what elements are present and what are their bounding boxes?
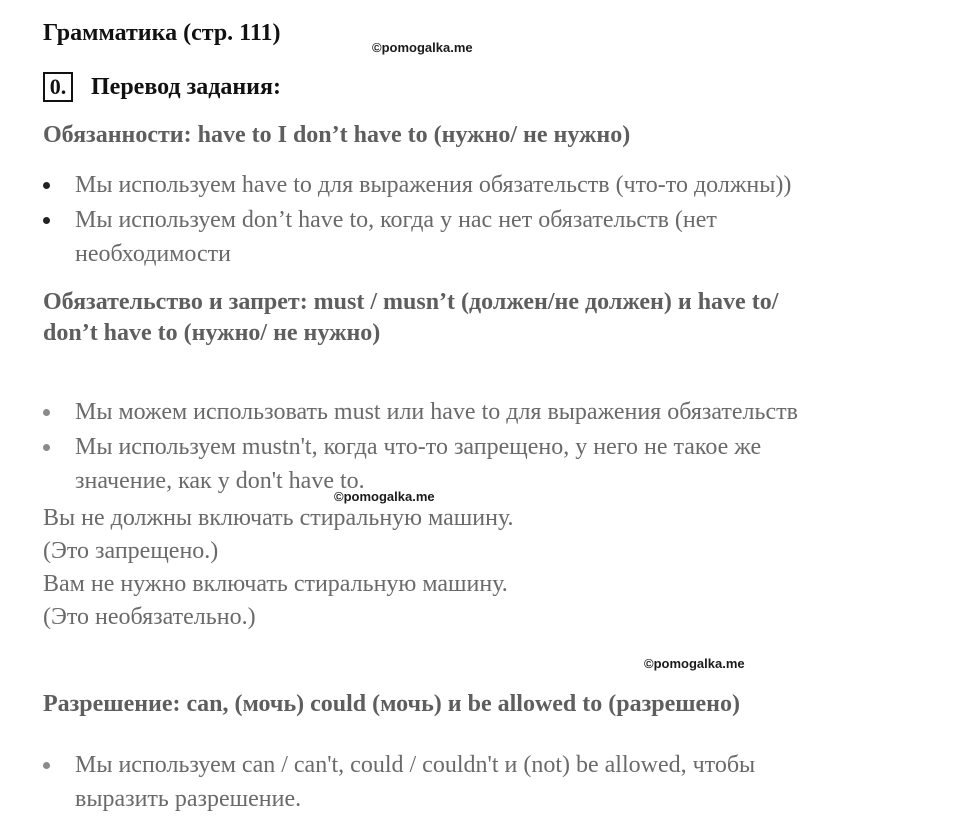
page-title: Грамматика (стр. 111) [43, 20, 281, 46]
bullet-icon [43, 217, 50, 224]
list-item: Мы используем don’t have to, когда у нас нет обязательств (нет необходимости [43, 203, 923, 271]
task-header [43, 72, 281, 102]
section-heading-obligation-prohibition: Обязательство и запрет: must / musn’t (должен/не должен) и have to/ don’t have to (нужно/ не нужно) [43, 289, 779, 346]
bullet-icon [43, 444, 50, 451]
watermark: ©pomogalka.me [372, 40, 473, 55]
list-item: Мы используем have to для выражения обязательств (что-то должны)) [43, 168, 923, 202]
watermark: ©pomogalka.me [334, 489, 435, 504]
list-item: Мы используем can / can't, could / couldn't и (not) be allowed, чтобы выразить разрешение. [43, 748, 923, 816]
example-sentence: Вам не нужно включать стиральную машину. [43, 571, 508, 597]
bullet-icon [43, 762, 50, 769]
list-item: Мы можем использовать must или have to для выражения обязательств [43, 395, 923, 429]
example-note: (Это необязательно.) [43, 604, 256, 630]
example-note: (Это запрещено.) [43, 538, 219, 564]
section-heading-obligations: Обязанности: have to I don’t have to (нужно/ не нужно) [43, 122, 631, 148]
list-item: Мы используем mustn't, когда что-то запрещено, у него не такое же значение, как у don't have to. [43, 430, 923, 498]
bullet-icon [43, 182, 50, 189]
bullet-icon [43, 409, 50, 416]
section-heading-permission: Разрешение: can, (мочь) could (мочь) и be allowed to (разрешено) [43, 691, 740, 717]
watermark: ©pomogalka.me [644, 656, 745, 671]
example-sentence: Вы не должны включать стиральную машину. [43, 505, 514, 531]
task-number: 0. [43, 72, 73, 102]
task-label: Перевод задания: [91, 73, 281, 100]
